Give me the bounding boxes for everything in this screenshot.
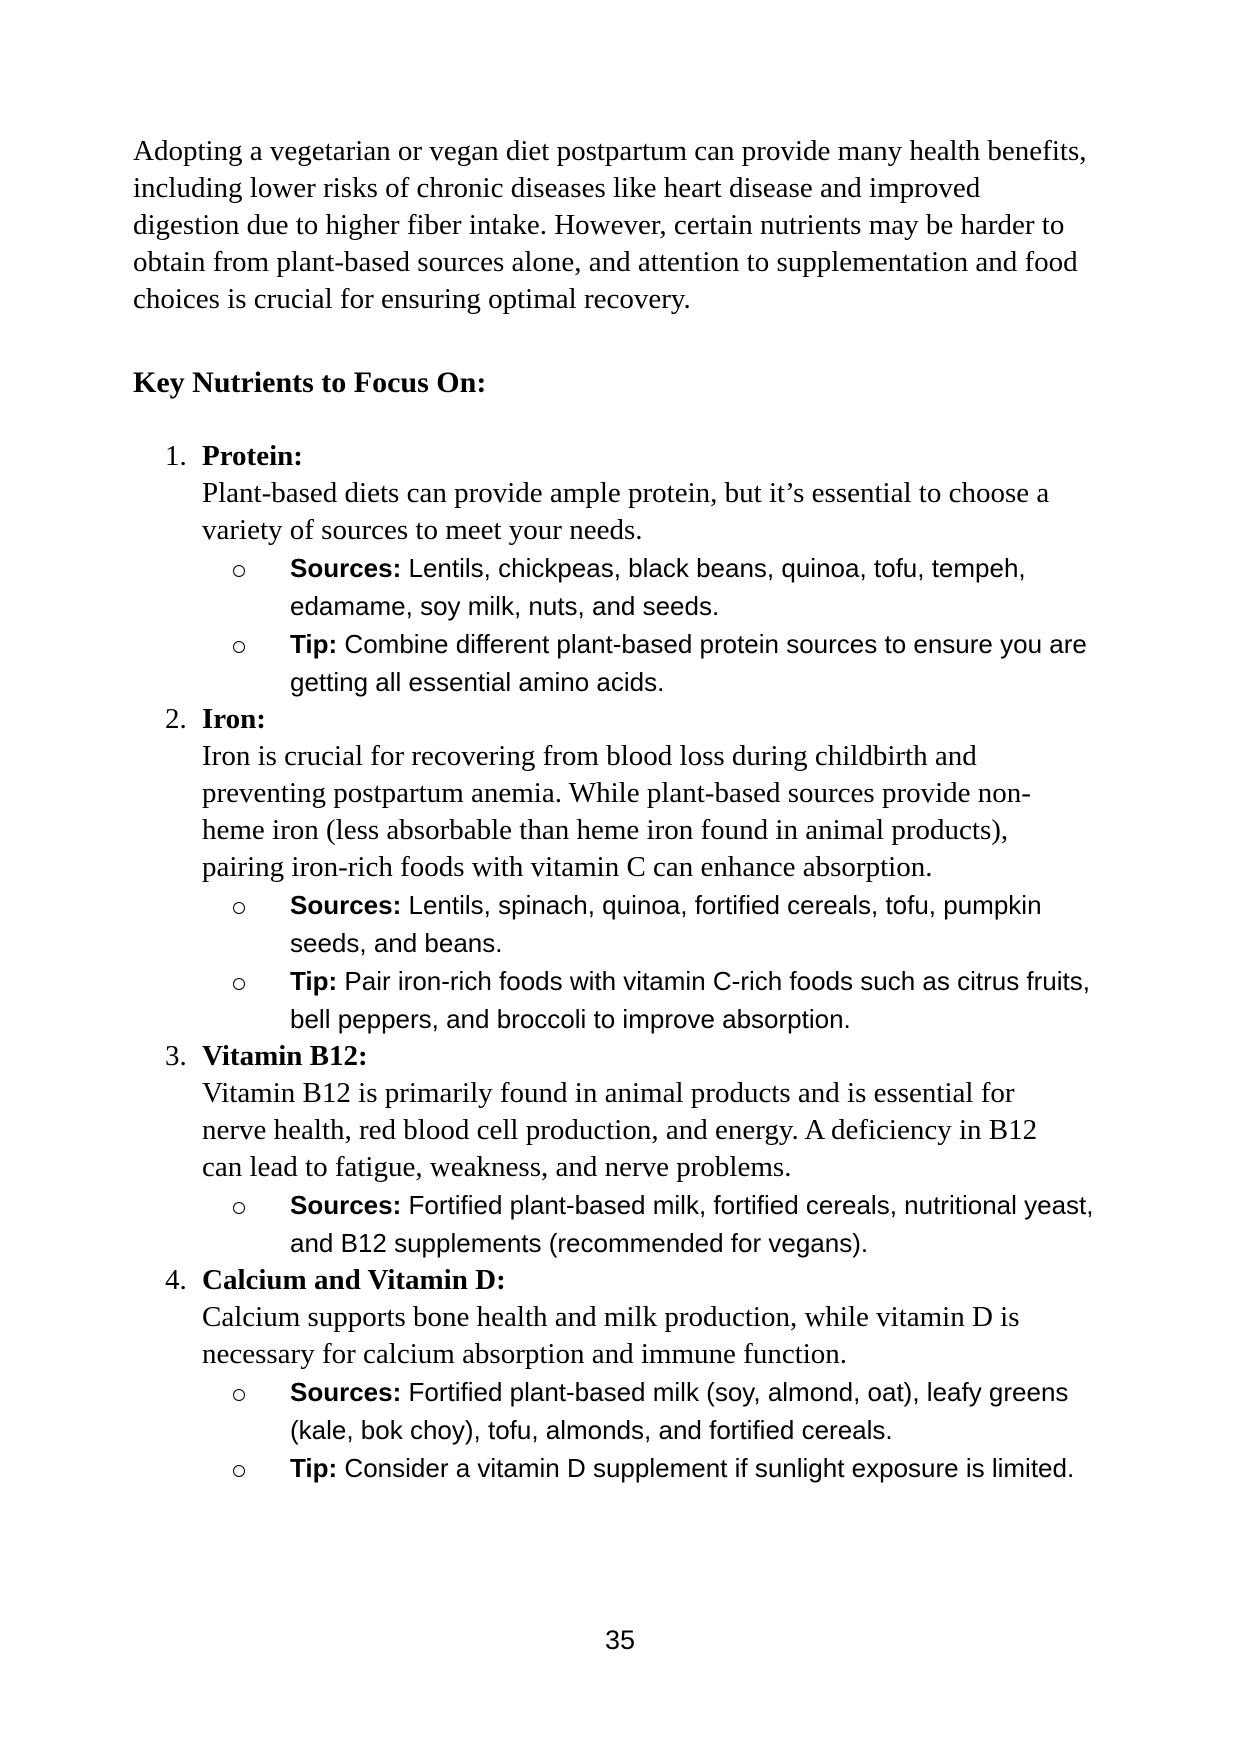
nutrient-item-iron — [133, 701, 1108, 1038]
section-heading: Key Nutrients to Focus On: — [133, 366, 487, 399]
circle-bullet-icon — [233, 1202, 245, 1214]
page-number: 35 — [604, 1625, 636, 1655]
bullet-label: Tip: — [290, 629, 338, 659]
intro-paragraph: Adopting a vegetarian or vegan diet postpartum can provide many health benefits, including lower risks of chronic diseases like heart disease and improved digestion due to higher fiber intake. However, certain nutrients may be harder to obtain from plant-based sources alone, and attention to supplementation and food choices is crucial for ensuring optimal recovery. — [133, 135, 1087, 315]
bullet-label: Tip: — [290, 1453, 338, 1483]
item-head — [165, 1262, 1108, 1299]
item-description: Calcium supports bone health and milk production, while vitamin D is necessary for calcium absorption and immune function. — [202, 1301, 1020, 1370]
bullet-content — [290, 1449, 1074, 1487]
sub-bullet-list — [165, 549, 1108, 701]
sub-bullet-item — [233, 1186, 1108, 1262]
circle-bullet-icon — [233, 902, 245, 914]
sub-bullet-item — [233, 549, 1108, 625]
nutrient-item-calcium-vitamin-d — [133, 1262, 1108, 1487]
document-page — [133, 133, 1108, 1487]
sub-bullet-list — [165, 1186, 1108, 1262]
bullet-content — [290, 1373, 1108, 1449]
circle-bullet-icon — [233, 1389, 245, 1401]
bullet-text: Lentils, chickpeas, black beans, quinoa, tofu, tempeh, edamame, soy milk, nuts, and seeds. — [290, 553, 1026, 621]
item-head — [165, 438, 1108, 475]
bullet-content — [290, 549, 1108, 625]
item-title: Iron: — [202, 703, 266, 735]
bullet-content — [290, 886, 1108, 962]
nutrient-list — [133, 438, 1108, 1487]
bullet-label: Sources: — [290, 890, 402, 920]
sub-bullet-item — [233, 1449, 1108, 1487]
item-number: 1. — [165, 440, 187, 472]
bullet-text: Pair iron-rich foods with vitamin C-rich foods such as citrus fruits, bell peppers, and broccoli to improve absorption. — [290, 966, 1090, 1034]
bullet-text: Fortified plant-based milk (soy, almond, oat), leafy greens (kale, bok choy), tofu, almonds, and fortified cereals. — [290, 1377, 1069, 1445]
item-title: Calcium and Vitamin D: — [202, 1264, 506, 1296]
bullet-label: Tip: — [290, 966, 338, 996]
item-number: 2. — [165, 703, 187, 735]
bullet-content — [290, 962, 1108, 1038]
item-description: Iron is crucial for recovering from blood loss during childbirth and preventing postpartum anemia. While plant-based sources provide non-heme iron (less absorbable than heme iron found in animal products), pairing iron-rich foods with vitamin C can enhance absorption. — [202, 740, 1031, 883]
bullet-text: Lentils, spinach, quinoa, fortified cereals, tofu, pumpkin seeds, and beans. — [290, 890, 1042, 958]
nutrient-item-protein — [133, 438, 1108, 701]
sub-bullet-item — [233, 886, 1108, 962]
item-description: Plant-based diets can provide ample protein, but it’s essential to choose a variety of sources to meet your needs. — [202, 477, 1050, 546]
nutrient-item-vitamin-b12 — [133, 1038, 1108, 1262]
bullet-label: Sources: — [290, 553, 402, 583]
circle-bullet-icon — [233, 565, 245, 577]
item-head — [165, 1038, 1108, 1075]
bullet-label: Sources: — [290, 1190, 402, 1220]
item-head — [165, 701, 1108, 738]
circle-bullet-icon — [233, 1465, 245, 1477]
bullet-text: Combine different plant-based protein sources to ensure you are getting all essential amino acids. — [290, 629, 1087, 697]
sub-bullet-list — [165, 886, 1108, 1038]
item-number: 4. — [165, 1264, 187, 1296]
sub-bullet-list — [165, 1373, 1108, 1487]
item-number: 3. — [165, 1040, 187, 1072]
sub-bullet-item — [233, 1373, 1108, 1449]
bullet-text: Fortified plant-based milk, fortified cereals, nutritional yeast, and B12 supplements (recommended for vegans). — [290, 1190, 1094, 1258]
bullet-text: Consider a vitamin D supplement if sunlight exposure is limited. — [344, 1453, 1075, 1483]
item-description: Vitamin B12 is primarily found in animal products and is essential for nerve health, red blood cell production, and energy. A deficiency in B12 can lead to fatigue, weakness, and nerve problems. — [202, 1077, 1038, 1183]
item-title: Vitamin B12: — [202, 1040, 368, 1072]
circle-bullet-icon — [233, 641, 245, 653]
sub-bullet-item — [233, 962, 1108, 1038]
bullet-content — [290, 1186, 1108, 1262]
bullet-content — [290, 625, 1108, 701]
sub-bullet-item — [233, 625, 1108, 701]
bullet-label: Sources: — [290, 1377, 402, 1407]
circle-bullet-icon — [233, 978, 245, 990]
item-title: Protein: — [202, 440, 303, 472]
